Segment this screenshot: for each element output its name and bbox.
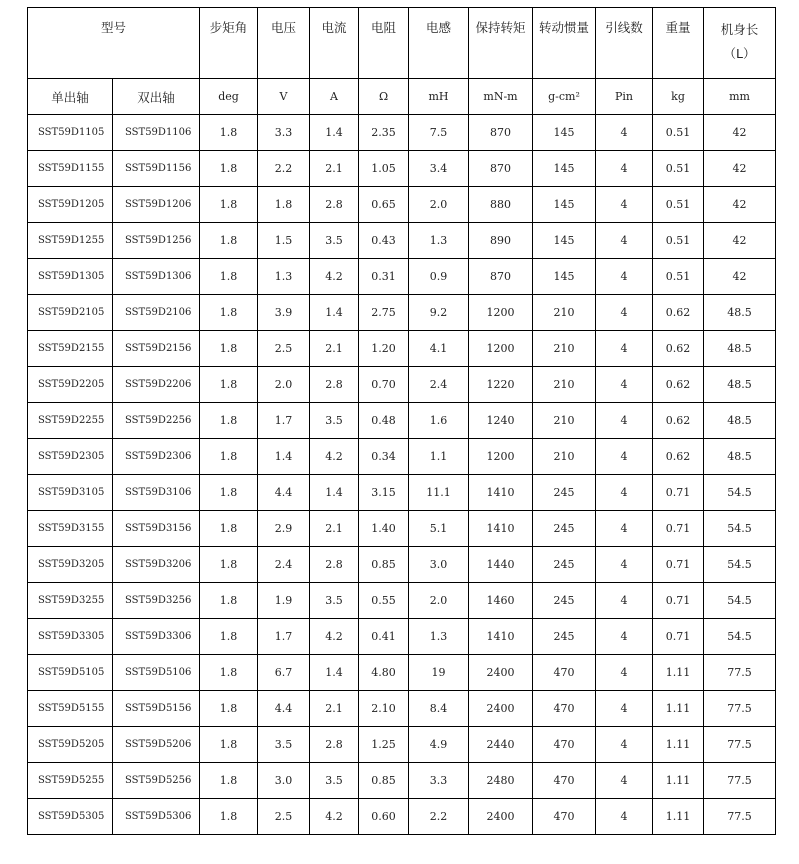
cell-resistance: 4.80	[359, 655, 409, 691]
table-row	[28, 367, 776, 403]
cell-step-angle: 1.8	[200, 763, 258, 799]
cell-double-shaft: SST59D5156	[113, 691, 200, 727]
cell-current: 1.4	[310, 115, 359, 151]
cell-holding-torque: 1240	[469, 403, 533, 439]
cell-inductance: 4.9	[409, 727, 469, 763]
table-row	[28, 151, 776, 187]
cell-resistance: 0.31	[359, 259, 409, 295]
cell-single-shaft: SST59D2105	[28, 295, 113, 331]
subheader-single-shaft: 单出轴	[28, 79, 113, 115]
cell-body-length: 48.5	[704, 367, 776, 403]
cell-weight: 0.71	[653, 619, 704, 655]
cell-voltage: 3.0	[258, 763, 310, 799]
cell-voltage: 2.9	[258, 511, 310, 547]
cell-single-shaft: SST59D2305	[28, 439, 113, 475]
cell-lead-wires: 4	[596, 799, 653, 835]
cell-holding-torque: 880	[469, 187, 533, 223]
cell-current: 4.2	[310, 439, 359, 475]
cell-inductance: 0.9	[409, 259, 469, 295]
subheader-double-shaft: 双出轴	[113, 79, 200, 115]
unit-gcm2: g-cm²	[533, 79, 596, 115]
cell-weight: 1.11	[653, 655, 704, 691]
cell-rotor-inertia: 145	[533, 223, 596, 259]
cell-double-shaft: SST59D2206	[113, 367, 200, 403]
table-row	[28, 187, 776, 223]
cell-resistance: 2.10	[359, 691, 409, 727]
cell-rotor-inertia: 245	[533, 511, 596, 547]
header-body-length-label: 机身长	[720, 22, 759, 37]
table-row	[28, 547, 776, 583]
cell-double-shaft: SST59D1206	[113, 187, 200, 223]
cell-single-shaft: SST59D5205	[28, 727, 113, 763]
table-row	[28, 655, 776, 691]
cell-resistance: 2.35	[359, 115, 409, 151]
cell-resistance: 0.48	[359, 403, 409, 439]
header-step-angle: 步矩角	[200, 8, 258, 79]
cell-weight: 0.62	[653, 439, 704, 475]
cell-weight: 0.62	[653, 367, 704, 403]
header-voltage: 电压	[258, 8, 310, 79]
cell-single-shaft: SST59D2205	[28, 367, 113, 403]
cell-resistance: 0.85	[359, 547, 409, 583]
table-row	[28, 403, 776, 439]
cell-resistance: 1.25	[359, 727, 409, 763]
unit-v: V	[258, 79, 310, 115]
cell-holding-torque: 1440	[469, 547, 533, 583]
cell-holding-torque: 1220	[469, 367, 533, 403]
table-row	[28, 331, 776, 367]
cell-inductance: 8.4	[409, 691, 469, 727]
cell-double-shaft: SST59D1156	[113, 151, 200, 187]
cell-voltage: 2.5	[258, 331, 310, 367]
cell-resistance: 0.55	[359, 583, 409, 619]
table-row	[28, 439, 776, 475]
cell-holding-torque: 2400	[469, 799, 533, 835]
cell-holding-torque: 870	[469, 151, 533, 187]
cell-voltage: 4.4	[258, 691, 310, 727]
cell-weight: 0.71	[653, 547, 704, 583]
table-row	[28, 763, 776, 799]
cell-double-shaft: SST59D2156	[113, 331, 200, 367]
table-row	[28, 727, 776, 763]
cell-body-length: 48.5	[704, 295, 776, 331]
cell-single-shaft: SST59D2255	[28, 403, 113, 439]
cell-inductance: 11.1	[409, 475, 469, 511]
cell-rotor-inertia: 145	[533, 187, 596, 223]
cell-lead-wires: 4	[596, 475, 653, 511]
motor-spec-table	[27, 7, 776, 835]
cell-holding-torque: 870	[469, 115, 533, 151]
cell-step-angle: 1.8	[200, 799, 258, 835]
unit-mh: mH	[409, 79, 469, 115]
cell-current: 3.5	[310, 403, 359, 439]
table-row	[28, 259, 776, 295]
cell-lead-wires: 4	[596, 583, 653, 619]
cell-holding-torque: 890	[469, 223, 533, 259]
cell-current: 1.4	[310, 655, 359, 691]
cell-step-angle: 1.8	[200, 115, 258, 151]
header-body-length	[704, 8, 776, 79]
cell-inductance: 1.3	[409, 223, 469, 259]
cell-holding-torque: 2440	[469, 727, 533, 763]
cell-resistance: 0.65	[359, 187, 409, 223]
cell-holding-torque: 1200	[469, 295, 533, 331]
cell-rotor-inertia: 470	[533, 799, 596, 835]
cell-inductance: 3.4	[409, 151, 469, 187]
cell-resistance: 0.70	[359, 367, 409, 403]
cell-holding-torque: 1200	[469, 331, 533, 367]
cell-lead-wires: 4	[596, 115, 653, 151]
cell-body-length: 54.5	[704, 547, 776, 583]
header-inductance: 电感	[409, 8, 469, 79]
cell-single-shaft: SST59D1155	[28, 151, 113, 187]
header-resistance: 电阻	[359, 8, 409, 79]
cell-single-shaft: SST59D5155	[28, 691, 113, 727]
cell-step-angle: 1.8	[200, 619, 258, 655]
cell-body-length: 48.5	[704, 439, 776, 475]
cell-current: 2.1	[310, 511, 359, 547]
cell-resistance: 1.05	[359, 151, 409, 187]
cell-current: 2.1	[310, 331, 359, 367]
cell-double-shaft: SST59D5306	[113, 799, 200, 835]
cell-double-shaft: SST59D5256	[113, 763, 200, 799]
cell-single-shaft: SST59D5305	[28, 799, 113, 835]
table-row	[28, 115, 776, 151]
cell-rotor-inertia: 145	[533, 151, 596, 187]
unit-a: A	[310, 79, 359, 115]
cell-rotor-inertia: 210	[533, 403, 596, 439]
cell-resistance: 0.43	[359, 223, 409, 259]
cell-holding-torque: 2400	[469, 691, 533, 727]
cell-step-angle: 1.8	[200, 403, 258, 439]
cell-voltage: 2.0	[258, 367, 310, 403]
cell-resistance: 0.85	[359, 763, 409, 799]
cell-inductance: 2.4	[409, 367, 469, 403]
cell-single-shaft: SST59D3255	[28, 583, 113, 619]
cell-inductance: 5.1	[409, 511, 469, 547]
cell-weight: 0.62	[653, 331, 704, 367]
cell-single-shaft: SST59D1105	[28, 115, 113, 151]
cell-current: 3.5	[310, 223, 359, 259]
header-holding-torque: 保持转矩	[469, 8, 533, 79]
cell-single-shaft: SST59D3305	[28, 619, 113, 655]
cell-voltage: 3.3	[258, 115, 310, 151]
cell-current: 3.5	[310, 763, 359, 799]
header-model: 型号	[28, 8, 200, 79]
cell-rotor-inertia: 210	[533, 367, 596, 403]
cell-double-shaft: SST59D2106	[113, 295, 200, 331]
cell-weight: 0.51	[653, 259, 704, 295]
cell-single-shaft: SST59D5255	[28, 763, 113, 799]
cell-step-angle: 1.8	[200, 547, 258, 583]
cell-lead-wires: 4	[596, 259, 653, 295]
cell-weight: 1.11	[653, 799, 704, 835]
cell-current: 4.2	[310, 619, 359, 655]
cell-step-angle: 1.8	[200, 259, 258, 295]
table-row	[28, 583, 776, 619]
cell-body-length: 42	[704, 115, 776, 151]
cell-current: 2.8	[310, 547, 359, 583]
cell-voltage: 1.5	[258, 223, 310, 259]
cell-inductance: 2.0	[409, 583, 469, 619]
table-row	[28, 475, 776, 511]
unit-kg: kg	[653, 79, 704, 115]
cell-double-shaft: SST59D3106	[113, 475, 200, 511]
cell-weight: 0.51	[653, 151, 704, 187]
cell-holding-torque: 1410	[469, 619, 533, 655]
header-body-length-sub: （L）	[723, 46, 756, 61]
cell-rotor-inertia: 210	[533, 295, 596, 331]
cell-double-shaft: SST59D3306	[113, 619, 200, 655]
cell-body-length: 77.5	[704, 763, 776, 799]
cell-lead-wires: 4	[596, 547, 653, 583]
cell-lead-wires: 4	[596, 763, 653, 799]
cell-body-length: 54.5	[704, 475, 776, 511]
cell-current: 2.8	[310, 187, 359, 223]
cell-step-angle: 1.8	[200, 439, 258, 475]
cell-resistance: 1.40	[359, 511, 409, 547]
cell-weight: 0.62	[653, 403, 704, 439]
cell-rotor-inertia: 470	[533, 655, 596, 691]
cell-rotor-inertia: 470	[533, 727, 596, 763]
cell-current: 2.8	[310, 727, 359, 763]
cell-body-length: 54.5	[704, 511, 776, 547]
cell-step-angle: 1.8	[200, 295, 258, 331]
cell-holding-torque: 870	[469, 259, 533, 295]
cell-body-length: 42	[704, 151, 776, 187]
cell-current: 1.4	[310, 295, 359, 331]
header-weight: 重量	[653, 8, 704, 79]
cell-weight: 0.51	[653, 223, 704, 259]
unit-deg: deg	[200, 79, 258, 115]
cell-inductance: 19	[409, 655, 469, 691]
unit-mm: mm	[704, 79, 776, 115]
table-row	[28, 691, 776, 727]
cell-inductance: 2.2	[409, 799, 469, 835]
cell-step-angle: 1.8	[200, 655, 258, 691]
cell-weight: 0.71	[653, 583, 704, 619]
cell-step-angle: 1.8	[200, 727, 258, 763]
cell-resistance: 3.15	[359, 475, 409, 511]
cell-body-length: 48.5	[704, 403, 776, 439]
cell-step-angle: 1.8	[200, 367, 258, 403]
cell-lead-wires: 4	[596, 655, 653, 691]
cell-step-angle: 1.8	[200, 691, 258, 727]
cell-resistance: 0.60	[359, 799, 409, 835]
cell-double-shaft: SST59D1306	[113, 259, 200, 295]
cell-holding-torque: 2480	[469, 763, 533, 799]
unit-ohm: Ω	[359, 79, 409, 115]
cell-body-length: 42	[704, 223, 776, 259]
table-row	[28, 619, 776, 655]
cell-double-shaft: SST59D3156	[113, 511, 200, 547]
cell-step-angle: 1.8	[200, 331, 258, 367]
cell-weight: 0.71	[653, 475, 704, 511]
cell-single-shaft: SST59D3105	[28, 475, 113, 511]
unit-mnm: mN-m	[469, 79, 533, 115]
cell-lead-wires: 4	[596, 187, 653, 223]
cell-double-shaft: SST59D5106	[113, 655, 200, 691]
cell-rotor-inertia: 145	[533, 259, 596, 295]
cell-step-angle: 1.8	[200, 583, 258, 619]
cell-current: 3.5	[310, 583, 359, 619]
cell-voltage: 4.4	[258, 475, 310, 511]
cell-current: 2.1	[310, 151, 359, 187]
cell-single-shaft: SST59D1205	[28, 187, 113, 223]
cell-rotor-inertia: 245	[533, 619, 596, 655]
cell-lead-wires: 4	[596, 727, 653, 763]
cell-rotor-inertia: 470	[533, 763, 596, 799]
cell-lead-wires: 4	[596, 331, 653, 367]
cell-body-length: 48.5	[704, 331, 776, 367]
cell-holding-torque: 1410	[469, 511, 533, 547]
cell-inductance: 7.5	[409, 115, 469, 151]
cell-body-length: 42	[704, 259, 776, 295]
cell-single-shaft: SST59D1255	[28, 223, 113, 259]
cell-resistance: 2.75	[359, 295, 409, 331]
cell-voltage: 1.4	[258, 439, 310, 475]
cell-lead-wires: 4	[596, 439, 653, 475]
cell-inductance: 3.3	[409, 763, 469, 799]
cell-body-length: 54.5	[704, 619, 776, 655]
cell-current: 4.2	[310, 799, 359, 835]
cell-body-length: 77.5	[704, 655, 776, 691]
cell-weight: 1.11	[653, 691, 704, 727]
cell-inductance: 9.2	[409, 295, 469, 331]
cell-inductance: 1.3	[409, 619, 469, 655]
cell-lead-wires: 4	[596, 619, 653, 655]
unit-row	[28, 79, 776, 115]
cell-double-shaft: SST59D3256	[113, 583, 200, 619]
cell-lead-wires: 4	[596, 511, 653, 547]
cell-body-length: 77.5	[704, 691, 776, 727]
cell-inductance: 1.1	[409, 439, 469, 475]
cell-single-shaft: SST59D3155	[28, 511, 113, 547]
cell-voltage: 1.9	[258, 583, 310, 619]
table-row	[28, 799, 776, 835]
cell-single-shaft: SST59D3205	[28, 547, 113, 583]
cell-current: 2.1	[310, 691, 359, 727]
cell-voltage: 6.7	[258, 655, 310, 691]
cell-resistance: 1.20	[359, 331, 409, 367]
cell-step-angle: 1.8	[200, 151, 258, 187]
unit-pin: Pin	[596, 79, 653, 115]
cell-step-angle: 1.8	[200, 187, 258, 223]
cell-inductance: 4.1	[409, 331, 469, 367]
cell-lead-wires: 4	[596, 151, 653, 187]
cell-voltage: 1.7	[258, 619, 310, 655]
cell-body-length: 42	[704, 187, 776, 223]
cell-weight: 0.51	[653, 187, 704, 223]
cell-voltage: 1.7	[258, 403, 310, 439]
cell-voltage: 2.5	[258, 799, 310, 835]
cell-lead-wires: 4	[596, 367, 653, 403]
header-lead-wires: 引线数	[596, 8, 653, 79]
cell-body-length: 77.5	[704, 727, 776, 763]
cell-holding-torque: 1410	[469, 475, 533, 511]
cell-body-length: 54.5	[704, 583, 776, 619]
cell-lead-wires: 4	[596, 403, 653, 439]
cell-rotor-inertia: 210	[533, 439, 596, 475]
cell-current: 4.2	[310, 259, 359, 295]
cell-voltage: 1.3	[258, 259, 310, 295]
cell-step-angle: 1.8	[200, 475, 258, 511]
cell-holding-torque: 2400	[469, 655, 533, 691]
header-row	[28, 8, 776, 79]
cell-lead-wires: 4	[596, 223, 653, 259]
cell-inductance: 2.0	[409, 187, 469, 223]
cell-weight: 0.62	[653, 295, 704, 331]
cell-double-shaft: SST59D3206	[113, 547, 200, 583]
cell-resistance: 0.34	[359, 439, 409, 475]
cell-single-shaft: SST59D5105	[28, 655, 113, 691]
cell-holding-torque: 1200	[469, 439, 533, 475]
cell-voltage: 1.8	[258, 187, 310, 223]
cell-rotor-inertia: 470	[533, 691, 596, 727]
cell-lead-wires: 4	[596, 691, 653, 727]
cell-single-shaft: SST59D1305	[28, 259, 113, 295]
cell-rotor-inertia: 210	[533, 331, 596, 367]
cell-weight: 0.51	[653, 115, 704, 151]
table-row	[28, 223, 776, 259]
cell-rotor-inertia: 245	[533, 547, 596, 583]
cell-rotor-inertia: 245	[533, 475, 596, 511]
cell-voltage: 3.5	[258, 727, 310, 763]
cell-rotor-inertia: 145	[533, 115, 596, 151]
cell-double-shaft: SST59D1106	[113, 115, 200, 151]
cell-weight: 1.11	[653, 763, 704, 799]
cell-voltage: 2.4	[258, 547, 310, 583]
cell-lead-wires: 4	[596, 295, 653, 331]
cell-inductance: 1.6	[409, 403, 469, 439]
cell-voltage: 2.2	[258, 151, 310, 187]
cell-double-shaft: SST59D2306	[113, 439, 200, 475]
cell-weight: 0.71	[653, 511, 704, 547]
cell-voltage: 3.9	[258, 295, 310, 331]
cell-double-shaft: SST59D2256	[113, 403, 200, 439]
cell-body-length: 77.5	[704, 799, 776, 835]
cell-current: 1.4	[310, 475, 359, 511]
cell-step-angle: 1.8	[200, 223, 258, 259]
cell-current: 2.8	[310, 367, 359, 403]
cell-inductance: 3.0	[409, 547, 469, 583]
header-current: 电流	[310, 8, 359, 79]
table-row	[28, 295, 776, 331]
cell-single-shaft: SST59D2155	[28, 331, 113, 367]
table-row	[28, 511, 776, 547]
cell-holding-torque: 1460	[469, 583, 533, 619]
header-rotor-inertia: 转动惯量	[533, 8, 596, 79]
cell-double-shaft: SST59D1256	[113, 223, 200, 259]
cell-rotor-inertia: 245	[533, 583, 596, 619]
cell-weight: 1.11	[653, 727, 704, 763]
cell-resistance: 0.41	[359, 619, 409, 655]
cell-double-shaft: SST59D5206	[113, 727, 200, 763]
cell-step-angle: 1.8	[200, 511, 258, 547]
